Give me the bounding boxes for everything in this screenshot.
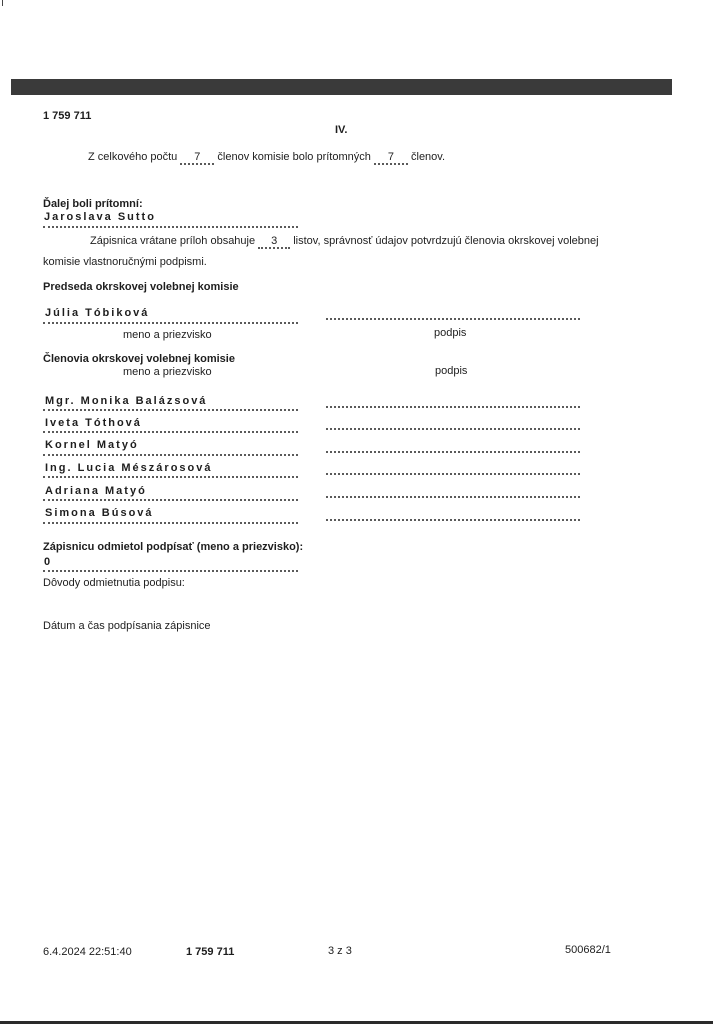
members-name-caption: meno a priezvisko	[123, 366, 212, 378]
member-name-line-2	[43, 431, 298, 433]
member-name-line-4	[43, 476, 298, 478]
member-name-4: Ing. Lucia Mészárosová	[45, 462, 213, 474]
others-present-line	[43, 226, 298, 228]
attendance-middle: členov komisie bolo prítomných	[217, 151, 371, 163]
attachments-line2: komisie vlastnoručnými podpismi.	[43, 256, 207, 268]
member-name-line-3	[43, 454, 298, 456]
others-present-label: Ďalej boli prítomní:	[43, 198, 143, 210]
member-name-line-5	[43, 499, 298, 501]
member-name-3: Kornel Matyó	[45, 439, 139, 451]
document-id: 1 759 711	[43, 110, 92, 122]
section-title: IV.	[335, 124, 348, 136]
header-bar	[11, 79, 672, 95]
scan-mark	[2, 0, 3, 6]
member-signature-line-3	[326, 451, 580, 453]
member-signature-line-5	[326, 496, 580, 498]
members-label: Členovia okrskovej volebnej komisie	[43, 353, 235, 365]
member-name-1: Mgr. Monika Balázsová	[45, 395, 208, 407]
present-members: 7	[374, 151, 408, 165]
attachments-count: 3	[258, 235, 290, 249]
total-members: 7	[180, 151, 214, 165]
footer-page-number: 3 z 3	[328, 945, 352, 957]
refusal-line	[43, 570, 298, 572]
others-present-name: Jaroslava Sutto	[44, 211, 156, 223]
footer-timestamp: 6.4.2024 22:51:40	[43, 946, 132, 958]
member-name-5: Adriana Matyó	[45, 485, 147, 497]
member-name-line-1	[43, 409, 298, 411]
chair-signature-caption: podpis	[434, 327, 467, 339]
chair-name-caption: meno a priezvisko	[123, 329, 212, 341]
chair-label: Predseda okrskovej volebnej komisie	[43, 281, 239, 293]
attachments-prefix: Zápisnica vrátane príloh obsahuje	[90, 235, 256, 247]
attendance-prefix: Z celkového počtu	[88, 151, 178, 163]
attendance-suffix: členov.	[411, 151, 446, 163]
chair-signature-line	[326, 318, 580, 320]
chair-name-line	[43, 322, 298, 324]
member-name-line-6	[43, 522, 298, 524]
member-signature-line-2	[326, 428, 580, 430]
footer-document-id: 1 759 711	[186, 946, 235, 958]
refusal-label: Zápisnicu odmietol podpísať (meno a priezvisko):	[43, 541, 304, 553]
member-signature-line-1	[326, 406, 580, 408]
attachments-suffix: listov, správnosť údajov potvrdzujú členovia okrskovej volebnej	[293, 235, 599, 247]
chair-name: Júlia Tóbiková	[45, 307, 150, 319]
refusal-value: 0	[44, 556, 51, 568]
footer-code: 500682/1	[565, 944, 611, 956]
members-signature-caption: podpis	[435, 365, 468, 377]
member-name-2: Iveta Tóthová	[45, 417, 142, 429]
signing-date-label: Dátum a čas podpísania zápisnice	[43, 620, 211, 632]
attendance-sentence	[88, 151, 445, 165]
member-name-6: Simona Búsová	[45, 507, 154, 519]
member-signature-line-6	[326, 519, 580, 521]
attachments-sentence	[90, 235, 599, 249]
refusal-reasons-label: Dôvody odmietnutia podpisu:	[43, 577, 185, 589]
member-signature-line-4	[326, 473, 580, 475]
